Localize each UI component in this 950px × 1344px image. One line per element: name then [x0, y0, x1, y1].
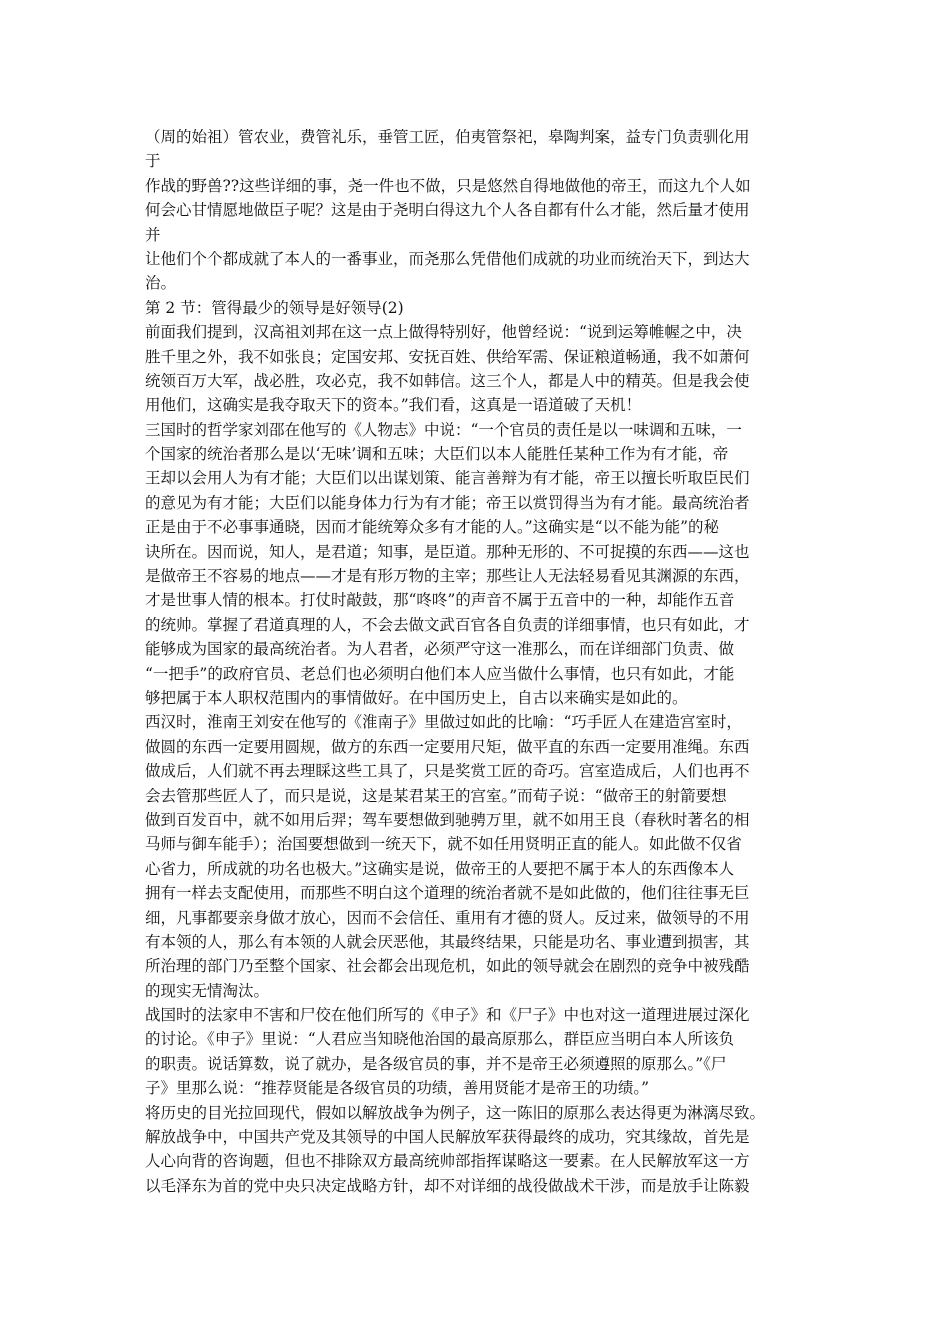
document-body [145, 125, 810, 1198]
text-line: 有本领的人，那么有本领的人就会厌恶他，其最终结果，只能是功名、事业遭到损害，其 [145, 932, 750, 951]
text-line: 所治理的部门乃至整个国家、社会都会出现危机，如此的领导就会在剧烈的竞争中被残酷 [145, 957, 750, 976]
text-line: 的讨论。《申子》里说：“人君应当知晓他治国的最高原那么，群臣应当明白本人所该负 [145, 1030, 735, 1049]
text-line: 正是由于不必事事通晓，因而才能统筹众多有才能的人。”这确实是“以不能为能”的秘 [145, 518, 720, 537]
text-line: 拥有一样去支配使用，而那些不明白这个道理的统治者就不是如此做的，他们往往事无巨 [145, 884, 750, 903]
text-line: 让他们个个都成就了本人的一番事业，而尧那么凭借他们成就的功业而统治天下，到达大 [145, 249, 750, 268]
text-line: 做成后，人们就不再去理睬这些工具了，只是奖赏工匠的奇巧。宫室造成后，人们也再不 [145, 762, 750, 781]
text-line: 是做帝王不容易的地点——才是有形万物的主宰；那些让人无法轻易看见其渊源的东西， [145, 567, 750, 586]
text-line: 用他们，这确实是我夺取天下的资本。”我们看，这真是一语道破了天机！ [145, 396, 642, 415]
text-line: 人心向背的咨询题，但也不排除双方最高统帅部指挥谋略这一要素。在人民解放军这一方 [145, 1152, 750, 1171]
text-line: 的现实无情淘汰。 [145, 981, 270, 1000]
text-line: （周的始祖）管农业，费管礼乐，垂管工匠，伯夷管祭祀，皋陶判案，益专门负责驯化用 [145, 128, 750, 146]
text-line: 马师与御车能手）；治国要想做到一统天下，就不如任用贤明正直的能人。如此做不仅省 [145, 835, 742, 854]
text-line: 以毛泽东为首的党中央只决定战略方针，却不对详细的战役做战术干涉，而是放手让陈毅 [145, 1176, 750, 1195]
text-line: 的统帅。掌握了君道真理的人，不会去做文武百官各自负责的详细事情，也只有如此，才 [145, 615, 750, 634]
text-line: 并 [145, 225, 161, 244]
text-line: 治。 [145, 274, 177, 293]
text-line: 统领百万大军，战必胜，攻必克，我不如韩信。这三个人，都是人中的精英。但是我会使 [145, 371, 750, 390]
text-line: 解放战争中，中国共产党及其领导的中国人民解放军获得最终的成功，究其缘故，首先是 [145, 1128, 750, 1147]
text-line: 王却以会用人为有才能；大臣们以出谋划策、能言善辩为有才能，帝王以擅长听取臣民们 [145, 469, 750, 488]
text-line: 于 [145, 152, 161, 171]
text-line: 个国家的统治者那么是以‘无味’调和五味；大臣们以本人能胜任某种工作为有才能，帝 [145, 445, 729, 464]
text-line: 西汉时，淮南王刘安在他写的《淮南子》里做过如此的比喻：“巧手匠人在建造宫室时， [145, 713, 742, 732]
text-line: 三国时的哲学家刘邵在他写的《人物志》中说：“一个官员的责任是以一味调和五味，一 [145, 420, 742, 439]
text-line: 前面我们提到，汉高祖刘邦在这一点上做得特别好，他曾经说：“说到运筹帷幄之中，决 [145, 323, 742, 342]
text-line: 做到百发百中，就不如用后羿；驾车要想做到驰骋万里，就不如用王良（春秋时著名的相 [145, 810, 750, 829]
text-line: 会去管那些匠人了，而只是说，这是某君某王的宫室。”而荀子说：“做帝王的射箭要想 [145, 786, 727, 805]
text-line: 才是世事人情的根本。打仗时敲鼓，那“咚咚”的声音不属于五音中的一种，却能作五音 [145, 591, 735, 610]
text-line: 能够成为国家的最高统治者。为人君者，必须严守这一准那么，而在详细部门负责、做 [145, 640, 735, 659]
text-line: 细，凡事都要亲身做才放心，因而不会信任、重用有才德的贤人。反过来，做领导的不用 [145, 908, 750, 927]
text-line: “一把手”的政府官员、老总们也必须明白他们本人应当做什么事情，也只有如此，才能 [145, 664, 735, 683]
text-line: 战国时的法家申不害和尸佼在他们所写的《申子》和《尸子》中也对这一道理进展过深化 [145, 1006, 750, 1025]
text-line: 作战的野兽??这些详细的事，尧一件也不做，只是悠然自得地做他的帝王，而这九个人如 [145, 176, 751, 195]
text-line: 将历史的目光拉回现代，假如以解放战争为例子，这一陈旧的原那么表达得更为淋漓尽致。 [145, 1103, 766, 1122]
text-line: 够把属于本人职权范围内的事情做好。在中国历史上，自古以来确实是如此的。 [145, 688, 688, 707]
text-line: 心省力，所成就的功名也极大。”这确实是说，做帝王的人要把不属于本人的东西像本人 [145, 859, 735, 878]
text-line: 做圆的东西一定要用圆规，做方的东西一定要用尺矩，做平直的东西一定要用准绳。东西 [145, 737, 750, 756]
text-line: 诀所在。因而说，知人，是君道；知事，是臣道。那种无形的、不可捉摸的东西——这也 [145, 542, 750, 561]
text-line: 何会心甘情愿地做臣子呢？这是由于尧明白得这九个人各自都有什么才能，然后量才使用 [145, 201, 750, 220]
text-line: 胜千里之外，我不如张良；定国安邦、安抚百姓、供给军需、保证粮道畅通，我不如萧何 [145, 347, 750, 366]
text-line: 的意见为有才能；大臣们以能身体力行为有才能；帝王以赏罚得当为有才能。最高统治者 [145, 493, 750, 512]
text-line: 的职责。说话算数，说了就办，是各级官员的事，并不是帝王必须遵照的原那么。”《尸 [145, 1054, 727, 1073]
text-line: 第 2 节：管得最少的领导是好领导(2) [145, 298, 404, 317]
text-line: 子》里那么说：“推荐贤能是各级官员的功绩，善用贤能才是帝王的功绩。” [145, 1079, 650, 1098]
